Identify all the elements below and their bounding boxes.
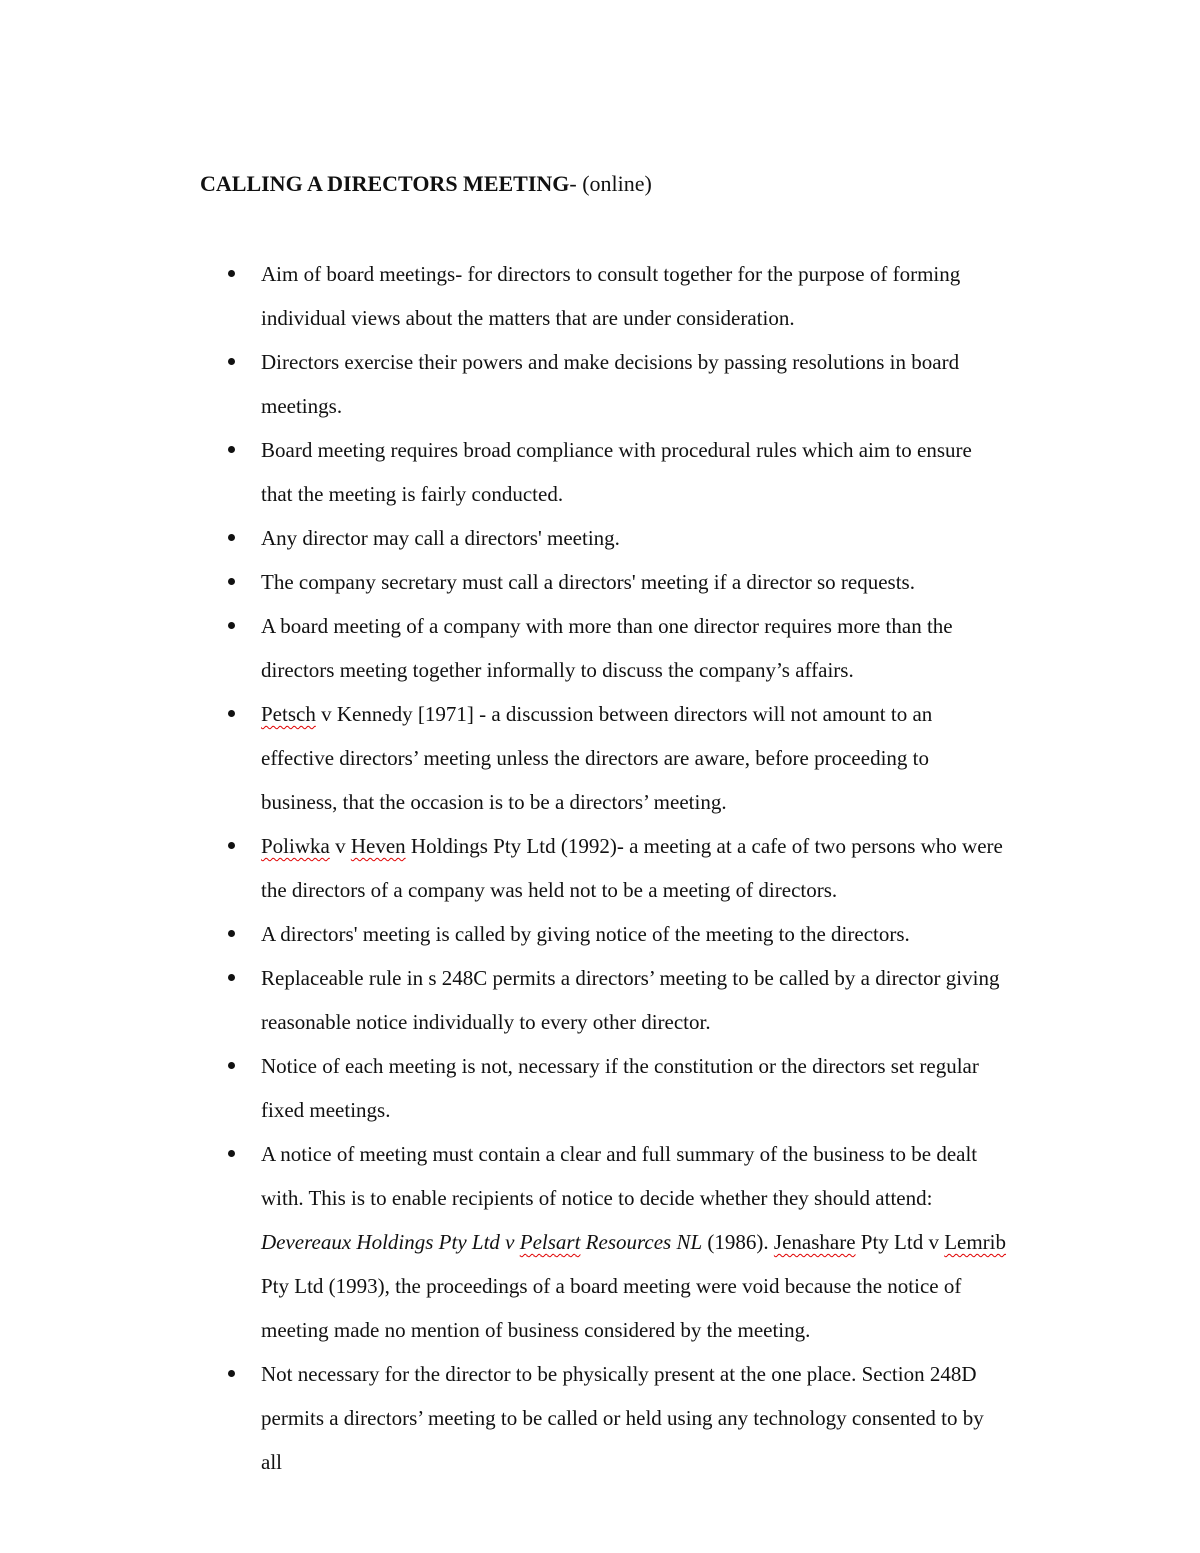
title-suffix: - (online): [569, 171, 652, 196]
bullet-text: The company secretary must call a directors' meeting if a director so requests.: [261, 570, 915, 594]
case-name-spellcheck[interactable]: Petsch: [261, 702, 316, 726]
bullet-text: Holdings Pty Ltd (1992)- a meeting at a cafe of two persons who were the directors of a company was held not to be a meeting of directors.: [261, 834, 1003, 902]
bullet-text: Notice of each meeting is not, necessary if the constitution or the directors set regular fixed meetings.: [261, 1054, 979, 1122]
list-item: [228, 252, 1008, 340]
bullet-text: Board meeting requires broad compliance with procedural rules which aim to ensure that the meeting is fairly conducted.: [261, 438, 972, 506]
bullet-icon: [228, 974, 235, 981]
case-party-spellcheck[interactable]: Jenashare: [773, 1230, 856, 1254]
bullet-text: A board meeting of a company with more than one director requires more than the directors meeting together informally to discuss the company’s affairs.: [261, 614, 953, 682]
list-item: [228, 956, 1008, 1044]
bullet-text: Replaceable rule in s 248C permits a directors’ meeting to be called by a director giving reasonable notice individually to every other director.: [261, 966, 1000, 1034]
bullet-text: Pty Ltd (1993), the proceedings of a board meeting were void because the notice of meeting made no mention of business considered by the meeting.: [261, 1274, 962, 1342]
case-citation: Resources NL: [580, 1230, 703, 1254]
case-party-spellcheck[interactable]: Pelsart: [519, 1230, 581, 1254]
bullet-text: A notice of meeting must contain a clear and full summary of the business to be dealt with. This is to enable recipients of notice to decide whether they should attend:: [261, 1142, 978, 1210]
bullet-icon: [228, 622, 235, 629]
bullet-text: Any director may call a directors' meeting.: [261, 526, 620, 550]
list-item: [228, 428, 1008, 516]
list-item: [228, 604, 1008, 692]
case-citation: Devereaux Holdings Pty Ltd v: [261, 1230, 520, 1254]
bullet-icon: [228, 446, 235, 453]
case-citation: Pty Ltd v: [855, 1230, 945, 1254]
list-item: [228, 340, 1008, 428]
case-versus: v: [329, 834, 351, 858]
list-item: [228, 1132, 1008, 1352]
bullet-icon: [228, 578, 235, 585]
bullet-icon: [228, 270, 235, 277]
bullet-icon: [228, 710, 235, 717]
bullet-icon: [228, 930, 235, 937]
bullet-icon: [228, 1370, 235, 1377]
bullet-icon: [228, 358, 235, 365]
list-item: [228, 692, 1008, 824]
list-item: [228, 912, 1008, 956]
title-main: CALLING A DIRECTORS MEETING: [200, 171, 570, 196]
bullet-text: A directors' meeting is called by giving notice of the meeting to the directors.: [261, 922, 910, 946]
case-year: (1986).: [702, 1230, 774, 1254]
list-item: [228, 516, 1008, 560]
bullet-icon: [228, 1062, 235, 1069]
bullet-text: Directors exercise their powers and make decisions by passing resolutions in board meetings.: [261, 350, 960, 418]
list-item: [228, 1352, 1008, 1484]
list-item: [228, 824, 1008, 912]
bullet-text: Not necessary for the director to be physically present at the one place. Section 248D permits a directors’ meeting to be called or held using any technology consented to by all: [261, 1362, 984, 1474]
case-party-spellcheck[interactable]: Lemrib: [944, 1230, 1007, 1254]
case-party-spellcheck[interactable]: Poliwka: [261, 834, 330, 858]
page-title: [200, 168, 652, 200]
bullet-icon: [228, 842, 235, 849]
bullet-icon: [228, 1150, 235, 1157]
list-item: [228, 1044, 1008, 1132]
bullet-list: [228, 252, 1008, 1474]
case-party-spellcheck[interactable]: Heven: [350, 834, 406, 858]
bullet-text: v Kennedy [1971] - a discussion between directors will not amount to an effective directors’ meeting unless the directors are aware, before proceeding to business, that the occasion is to be a directors’ meeting.: [261, 702, 933, 814]
bullet-text: Aim of board meetings- for directors to consult together for the purpose of forming individual views about the matters that are under consideration.: [261, 262, 961, 330]
list-item: [228, 560, 1008, 604]
bullet-icon: [228, 534, 235, 541]
